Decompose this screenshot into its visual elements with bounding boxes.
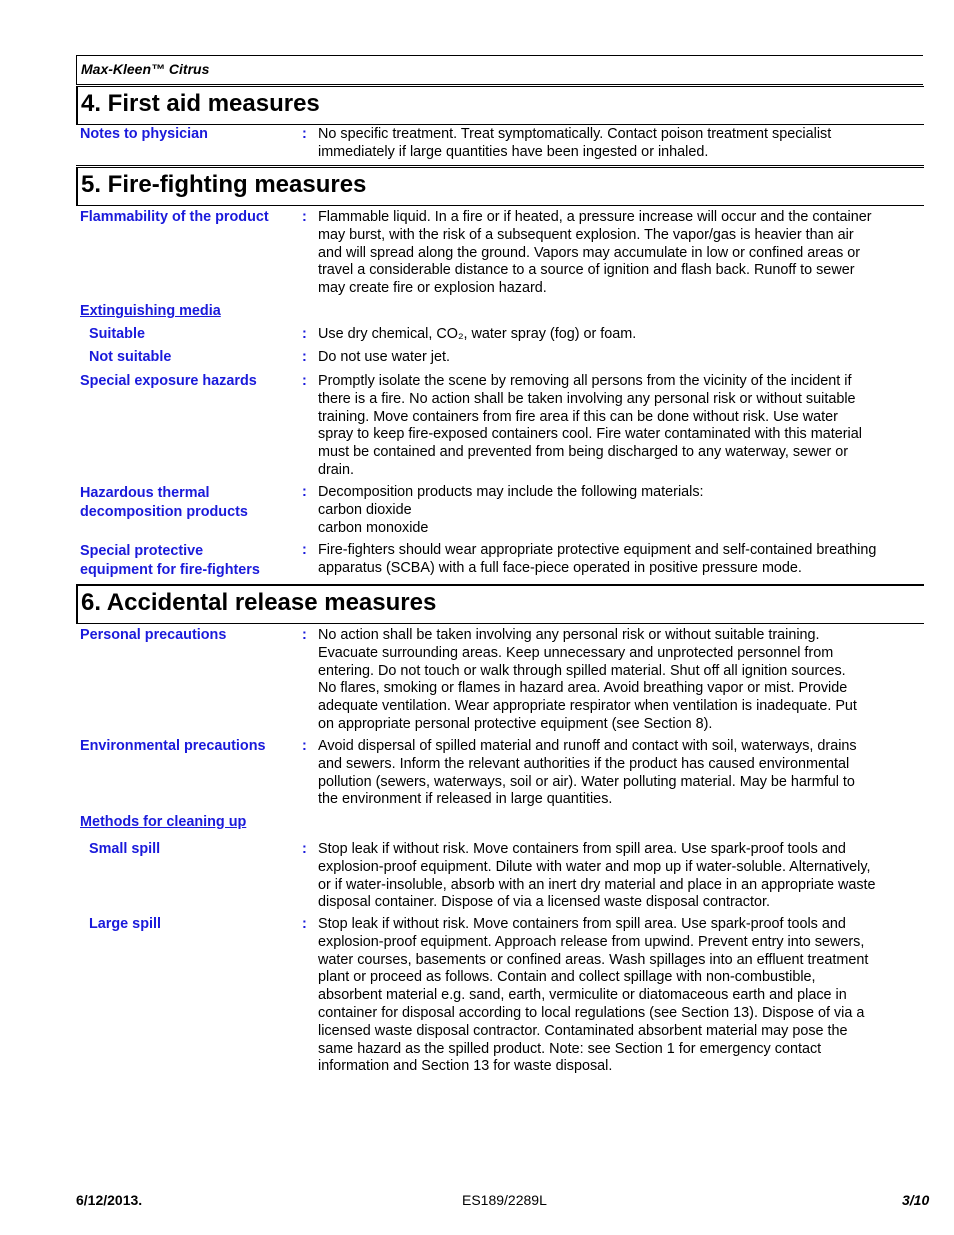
flammability-value: Flammable liquid. In a fire or if heated, a pressure increase will occur and the container may burst, with the risk of a subsequent explosion. The vapor/gas is heavier than air and will spread along the ground. Vapors may accumulate in low or confined areas or travel a considerable distance to a source of ignition and flash back. Runoff to sewer may create fire or explosion hazard. [318,209,872,297]
section-4-title: 4. First aid measures [81,90,320,117]
large-spill-value: Stop leak if without risk. Move containers from spill area. Use spark-proof tools and explosion-proof equipment. Approach release from upwind. Prevent entry into sewers, water courses, basements or confined areas. Wash spillages into an effluent treatment plant or proceed as follows. Contain and collect spillage with non-combustible, absorbent material e.g. sand, earth, vermiculite or diatomaceous earth and place in container for disposal according to local regulations (see Section 13). Dispose of via a licensed waste disposal contractor. Contaminated absorbent material may pose the same hazard as the spilled product. Note: see Section 1 for emergency contact information and Section 13 for waste disposal. [318,916,869,1075]
methods-cleaning-label: Methods for cleaning up [80,814,247,830]
colon: : [302,738,307,754]
colon: : [302,841,307,857]
thermal-decomposition-value: Decomposition products may include the following materials: carbon dioxide carbon monoxide [318,484,704,536]
section-6-title: 6. Accidental release measures [81,589,437,616]
colon: : [302,209,307,225]
divider [76,165,924,166]
personal-precautions-value: No action shall be taken involving any personal risk or without suitable training. Evacuate surrounding areas. Keep unnecessary and unprotected personnel from entering. Do not touch or walk through spilled material. Shut off all ignition sources. No flares, smoking or flames in hazard area. Avoid breathing vapor or mist. Provide adequate ventilation. Wear appropriate respirator when ventilation is inadequate. Put on appropriate personal protective equipment (see Section 8). [318,627,857,732]
section-5-header [76,167,924,206]
document-header [76,55,923,85]
thermal-decomposition-label: Hazardous thermal decomposition products [80,485,248,520]
colon: : [302,373,307,389]
product-name: Max-Kleen™ Citrus [81,61,210,77]
protective-equipment-label: Special protective equipment for fire-fighters [80,543,260,578]
environmental-precautions-label: Environmental precautions [80,738,266,754]
suitable-value: Use dry chemical, CO₂, water spray (fog) or foam. [318,326,637,342]
flammability-label: Flammability of the product [80,209,269,225]
special-exposure-value: Promptly isolate the scene by removing all persons from the vicinity of the incident if there is a fire. No action shall be taken involving any personal risk or without suitable training. Move containers from fire area if this can be done without risk. Use water spray to keep fire-exposed containers cool. Fire water contaminated with this material must be contained and prevented from being discharged to any waterway, sewer or drain. [318,373,862,478]
colon: : [302,326,307,342]
sds-page [76,0,930,1235]
not-suitable-label: Not suitable [89,349,172,365]
footer-page-number: 3/10 [902,1192,930,1208]
section-5-title: 5. Fire-fighting measures [81,171,367,198]
notes-to-physician-value: No specific treatment. Treat symptomatically. Contact poison treatment specialist immediately if large quantities have been ingested or inhaled. [318,126,832,160]
colon: : [302,126,307,142]
suitable-label: Suitable [89,326,145,342]
section-4-header [76,86,924,125]
small-spill-value: Stop leak if without risk. Move containers from spill area. Use spark-proof tools and explosion-proof equipment. Dilute with water and mop up if water-soluble. Alternatively, or if water-insoluble, absorb with an inert dry material and place in an appropriate waste disposal container. Dispose of via a licensed waste disposal contractor. [318,841,876,911]
environmental-precautions-value: Avoid dispersal of spilled material and runoff and contact with soil, waterways, drains and sewers. Inform the relevant authorities if the product has caused environmental pollution (sewers, waterways, soil or air). Water polluting material. May be harmful to the environment if released in large quantities. [318,738,857,808]
special-exposure-label: Special exposure hazards [80,373,257,389]
colon: : [302,484,307,500]
colon: : [302,916,307,932]
footer-date: 6/12/2013. [76,1192,143,1208]
not-suitable-value: Do not use water jet. [318,349,450,365]
protective-equipment-value: Fire-fighters should wear appropriate protective equipment and self-contained breathing apparatus (SCBA) with a full face-piece operated in positive pressure mode. [318,542,877,576]
large-spill-label: Large spill [89,916,161,932]
footer-code: ES189/2289L [462,1192,547,1208]
extinguishing-media-label: Extinguishing media [80,303,221,319]
colon: : [302,349,307,365]
notes-to-physician-label: Notes to physician [80,126,208,142]
small-spill-label: Small spill [89,841,161,857]
section-6-header [76,585,924,624]
colon: : [302,542,307,558]
personal-precautions-label: Personal precautions [80,627,227,643]
colon: : [302,627,307,643]
